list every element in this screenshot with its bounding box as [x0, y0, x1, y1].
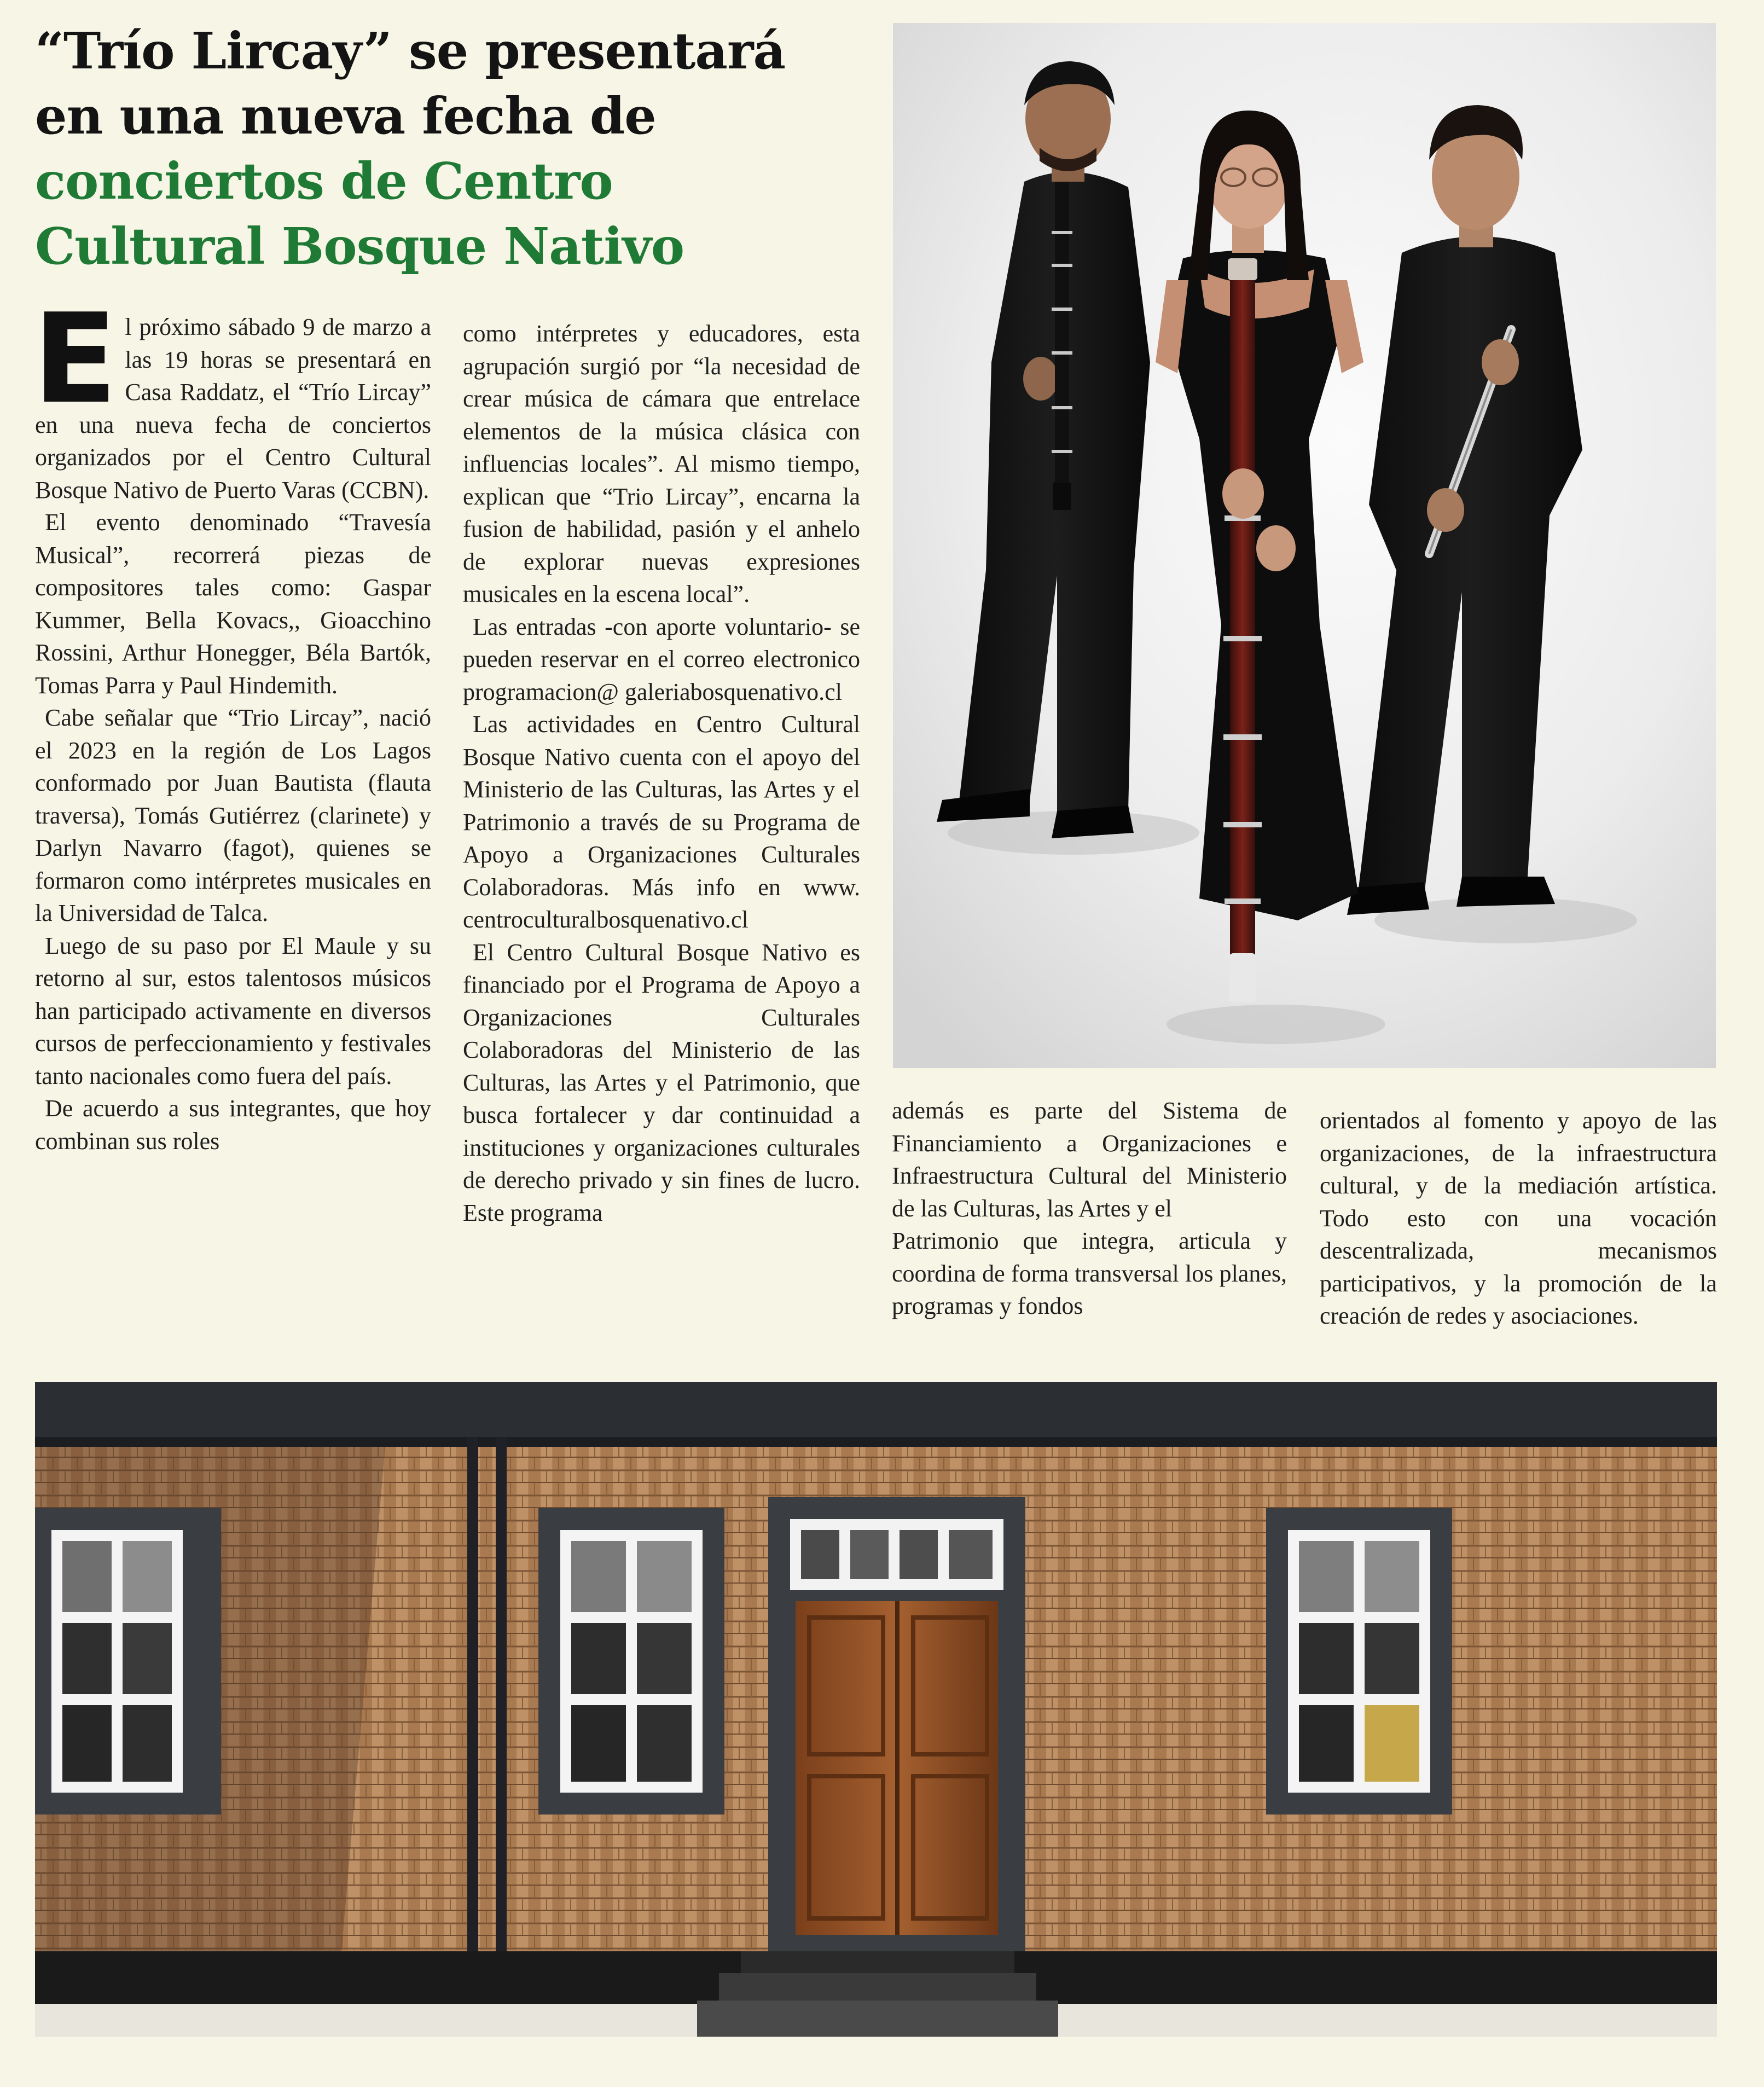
- headline-line-4: Cultural Bosque Nativo: [35, 217, 684, 276]
- article-paragraph: además es parte del Sistema de Financiamiento a Organizaciones e Infraestructura Cultural del Ministerio de las Culturas, las Artes y el: [892, 1097, 1287, 1222]
- article-paragraph: El Centro Cultural Bosque Nativo es financiado por el Programa de Apoyo a Organizaciones Culturales Colaboradoras del Ministerio de las Culturas, las Artes y el Patrimonio, que busca fortalecer y dar continuidad a instituciones y organizaciones culturales de derecho privado y sin fines de lucro. Este programa: [463, 938, 860, 1226]
- house-facade-illustration: [35, 1382, 1717, 2037]
- trio-photo: [893, 23, 1716, 1068]
- trio-photo-illustration: [893, 23, 1716, 1068]
- window-center-left: [538, 1508, 724, 1814]
- article-paragraph: Las entradas -con aporte voluntario- se pueden reservar en el correo electronico programacion@ galeriabosquenativo.cl: [463, 613, 860, 705]
- article-paragraph: como intérpretes y educadores, esta agrupación surgió por “la necesidad de crear música de cámara que entrelace elementos de la música clásica con influencias locales”. Al mismo tiempo, explican que “Trio Lircay”, encarna la fusion de habilidad, pasión y el anhelo de explorar nuevas expresiones musicales en la escena local”.: [463, 320, 860, 607]
- headline: [35, 19, 856, 279]
- article-paragraph: orientados al fomento y apoyo de las organizaciones, de la infraestructura cultural, y de la mediación artística. Todo esto con una vocación descentralizada, mecanismos participativos, y la promoción de la creación de redes y asociaciones.: [1320, 1107, 1717, 1329]
- article-paragraph: De acuerdo a sus integrantes, que hoy combinan sus roles: [35, 1095, 431, 1155]
- window-left: [35, 1508, 221, 1814]
- article-paragraph: Patrimonio que integra, articula y coordina de forma transversal los planes, programas y fondos: [892, 1227, 1287, 1319]
- article-column-3: [892, 1094, 1287, 1323]
- front-door: [768, 1497, 1025, 1951]
- article-paragraph: Cabe señalar que “Trio Lircay”, nació el 2023 en la región de Los Lagos conformado por Juan Bautista (flauta traversa), Tomás Gutiérrez (clarinete) y Darlyn Navarro (fagot), quienes se formaron como intérpretes musicales en la Universidad de Talca.: [35, 704, 431, 926]
- casa-raddatz-photo: [35, 1382, 1717, 2037]
- headline-line-1: “Trío Lircay” se presentará: [35, 21, 786, 80]
- window-right: [1266, 1508, 1452, 1814]
- article-column-1: [33, 287, 431, 1157]
- article-paragraph: Luego de su paso por El Maule y su retorno al sur, estos talentosos músicos han participado activamente en diversos cursos de perfeccionamiento y festivales tanto nacionales como fuera del país.: [35, 932, 431, 1089]
- drop-cap: E: [33, 287, 118, 431]
- article-column-4: [1320, 1104, 1717, 1332]
- article-paragraph: El evento denominado “Travesía Musical”, recorrerá piezas de compositores tales como: Gaspar Kummer, Bella Kovacs,, Gioacchino Rossini, Arthur Honegger, Béla Bartók, Tomas Parra y Paul Hindemith.: [35, 509, 431, 699]
- article-paragraph: Las actividades en Centro Cultural Bosque Nativo cuenta con el apoyo del Ministerio de las Culturas, las Artes y el Patrimonio a través de su Programa de Apoyo a Organizaciones Culturales Colaboradoras. Más info en www. centroculturalbosquenativo.cl: [463, 711, 860, 933]
- article-paragraph: El próximo sábado 9 de marzo a las 19 horas se presentará en Casa Raddatz, el “Trío Lircay” en una nueva fecha de conciertos organizados por el Centro Cultural Bosque Nativo de Puerto Varas (CCBN).: [33, 287, 431, 503]
- headline-line-2: en una nueva fecha de: [35, 86, 656, 146]
- headline-line-3: conciertos de Centro: [35, 152, 613, 211]
- article-column-2: [463, 317, 860, 1229]
